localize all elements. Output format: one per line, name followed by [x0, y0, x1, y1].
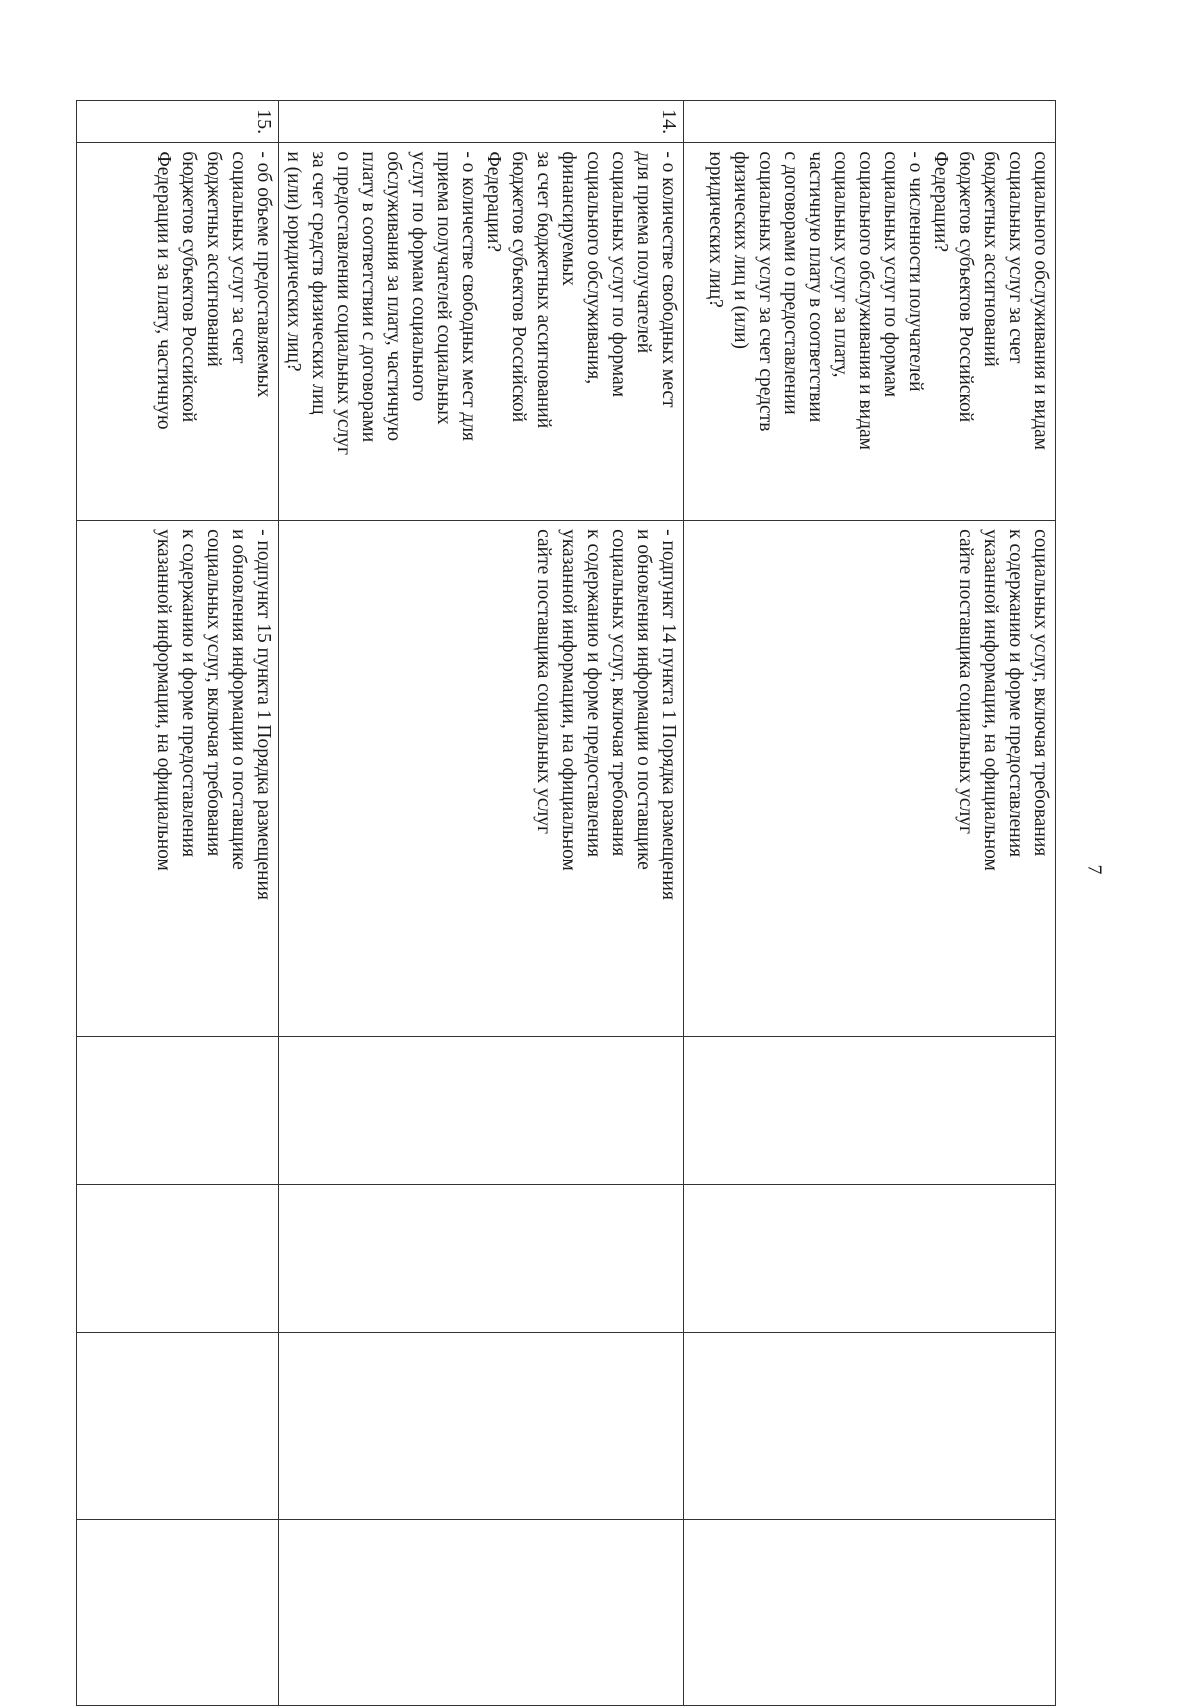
reference-line: и обновления информации о поставщике [228, 529, 250, 870]
question-line: Федерации? [483, 151, 505, 253]
requirements-table [76, 100, 1056, 1706]
question-cell [77, 143, 279, 521]
question-line: социальных услуг за плату, [830, 151, 851, 378]
question-line: для приема получателей [633, 151, 655, 354]
question-line: социальных услуг по формам [880, 151, 901, 398]
question-line: финансируемых [558, 151, 580, 286]
question-line: бюджетов субъектов Российской [178, 151, 200, 423]
row-number: 14. [279, 101, 684, 143]
question-line: социального обслуживания и видам [1030, 151, 1051, 451]
empty-cell [77, 1185, 279, 1333]
question-line: плату в соответствии с договорами [358, 151, 380, 443]
row-number: 15. [77, 101, 279, 143]
reference-line: - подпункт 14 пункта 1 Порядка размещения [658, 529, 680, 900]
empty-cell [684, 1333, 1056, 1519]
question-line: с договорами о предоставлении [780, 151, 801, 415]
table-row [77, 101, 279, 1706]
question-line: социальных услуг за счет [228, 151, 250, 364]
question-line: - о количестве свободных мест для [458, 151, 480, 442]
page-number: 7 [1083, 864, 1106, 875]
empty-cell [684, 1519, 1056, 1705]
question-line: Федерации? [930, 151, 951, 253]
question-line: приема получателей социальных [433, 151, 455, 425]
empty-cell [77, 1333, 279, 1519]
document-table-rotated [76, 100, 1056, 1706]
empty-cell [279, 1185, 684, 1333]
table-row [684, 101, 1056, 1706]
reference-line: сайте поставщика социальных услуг [955, 529, 976, 835]
question-line: - об объеме предоставляемых [253, 151, 275, 398]
empty-cell [684, 1036, 1056, 1184]
question-line: - о численности получателей [905, 151, 926, 392]
reference-line: и обновления информации о поставщике [633, 529, 655, 870]
reference-line: к содержанию и форме предоставления [178, 529, 200, 858]
question-line: - о количестве свободных мест [658, 151, 680, 408]
reference-line: указанной информации, на официальном [980, 529, 1001, 871]
reference-cell [77, 521, 279, 1037]
question-line: бюджетных ассигнований [203, 151, 225, 367]
question-line: за счет бюджетных ассигнований [533, 151, 555, 429]
reference-cell [684, 521, 1056, 1037]
question-line: бюджетов субъектов Российской [508, 151, 530, 423]
question-line: юридических лиц? [705, 151, 726, 308]
question-cell [279, 143, 684, 521]
reference-line: к содержанию и форме предоставления [583, 529, 605, 858]
question-line: социального обслуживания, [583, 151, 605, 385]
question-line: и (или) юридических лиц? [283, 151, 305, 372]
reference-line: указанной информации, на официальном [558, 529, 580, 871]
reference-line: указанной информации, на официальном [153, 529, 175, 871]
reference-line: социальных услуг, включая требования [608, 529, 630, 857]
table-row [279, 101, 684, 1706]
table-body [77, 101, 1056, 1706]
question-line: обслуживания за плату, частичную [383, 151, 405, 442]
row-number [684, 101, 1056, 143]
question-line: физических лиц и (или) [730, 151, 751, 350]
reference-line: - подпункт 15 пункта 1 Порядка размещения [253, 529, 275, 900]
reference-line: социальных услуг, включая требования [1030, 529, 1051, 857]
reference-cell [279, 521, 684, 1037]
question-line: социального обслуживания и видам [855, 151, 876, 451]
empty-cell [684, 1185, 1056, 1333]
question-line: бюджетных ассигнований [980, 151, 1001, 367]
reference-line: к содержанию и форме предоставления [1005, 529, 1026, 858]
question-line: социальных услуг за счет [1005, 151, 1026, 364]
question-line: за счет средств физических лиц [308, 151, 330, 415]
question-cell [684, 143, 1056, 521]
question-line: частичную плату в соответствии [805, 151, 826, 423]
reference-line: социальных услуг, включая требования [203, 529, 225, 857]
question-line: Федерации и за плату, частичную [153, 151, 175, 430]
question-line: о предоставлении социальных услуг [333, 151, 355, 456]
empty-cell [279, 1519, 684, 1705]
reference-line: сайте поставщика социальных услуг [533, 529, 555, 835]
question-line: бюджетов субъектов Российской [955, 151, 976, 423]
empty-cell [279, 1333, 684, 1519]
question-line: социальных услуг за счет средств [755, 151, 776, 432]
question-line: социальных услуг по формам [608, 151, 630, 398]
empty-cell [77, 1519, 279, 1705]
empty-cell [279, 1036, 684, 1184]
empty-cell [77, 1036, 279, 1184]
question-line: услуг по формам социального [408, 151, 430, 402]
